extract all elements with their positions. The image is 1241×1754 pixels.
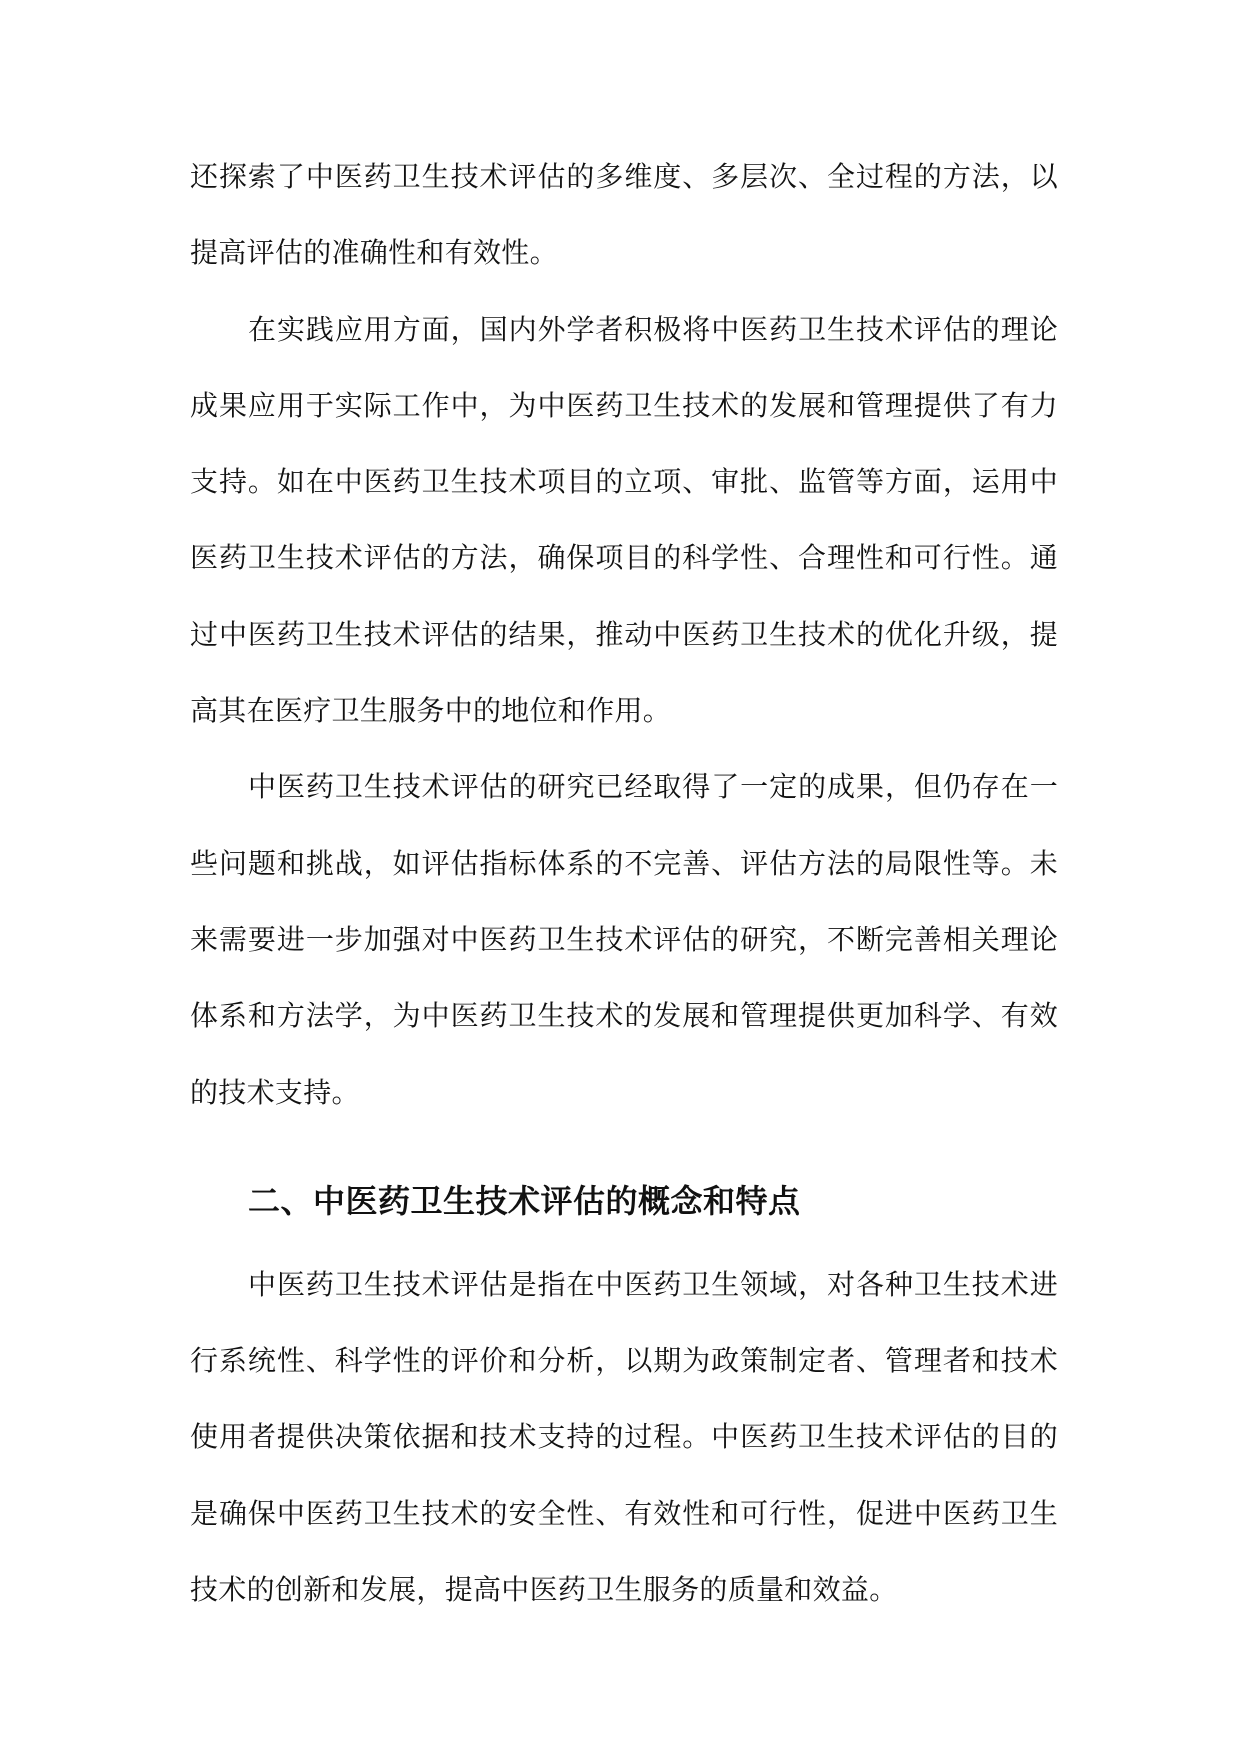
paragraph-concept-definition: 中医药卫生技术评估是指在中医药卫生领域，对各种卫生技术进行系统性、科学性的评价和分析，以期为政策制定者、管理者和技术使用者提供决策依据和技术支持的过程。中医药卫生技术评估的目的是确保中医药卫生技术的安全性、有效性和可行性，促进中医药卫生技术的创新和发展，提高中医药卫生服务的质量和效益。: [190, 1267, 1058, 1607]
section-heading: 二、中医药卫生技术评估的概念和特点: [248, 1181, 801, 1220]
document-body: [190, 139, 1058, 1628]
paragraph-practice-application: 在实践应用方面，国内外学者积极将中医药卫生技术评估的理论成果应用于实际工作中，为中医药卫生技术的发展和管理提供了有力支持。如在中医药卫生技术项目的立项、审批、监管等方面，运用中医药卫生技术评估的方法，确保项目的科学性、合理性和可行性。通过中医药卫生技术评估的结果，推动中医药卫生技术的优化升级，提高其在医疗卫生服务中的地位和作用。: [190, 312, 1058, 728]
paragraph-research-summary: 中医药卫生技术评估的研究已经取得了一定的成果，但仍存在一些问题和挑战，如评估指标体系的不完善、评估方法的局限性等。未来需要进一步加强对中医药卫生技术评估的研究，不断完善相关理论体系和方法学，为中医药卫生技术的发展和管理提供更加科学、有效的技术支持。: [190, 770, 1058, 1109]
paragraph-continuation: 还探索了中医药卫生技术评估的多维度、多层次、全过程的方法，以提高评估的准确性和有效性。: [190, 160, 1058, 270]
